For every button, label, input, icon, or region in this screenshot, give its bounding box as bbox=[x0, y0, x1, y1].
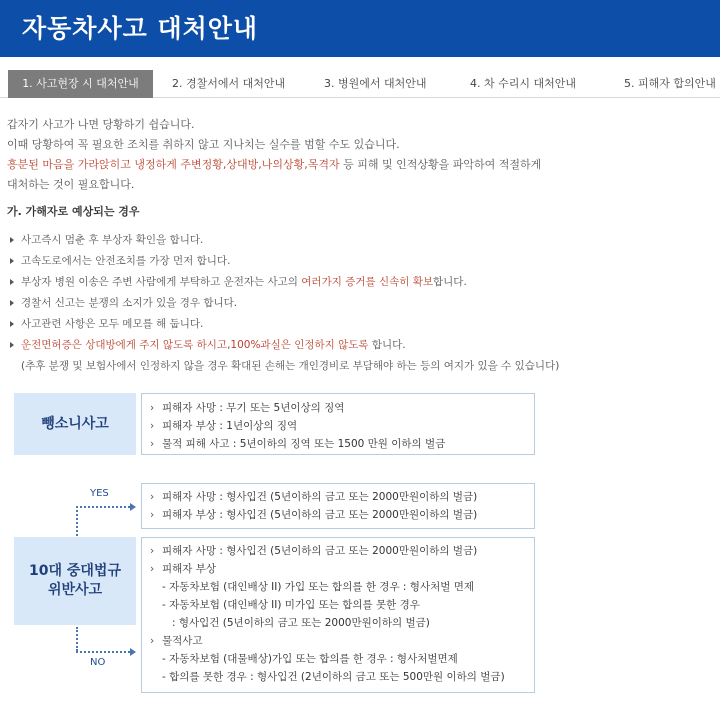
no-arrow-icon bbox=[130, 648, 136, 656]
no-connector bbox=[76, 627, 78, 651]
penalty-line: › 물적 피해 사고 : 5년이하의 징역 또는 1500 만원 이하의 벌금 bbox=[150, 435, 526, 453]
yes-connector bbox=[76, 506, 78, 536]
tab-car-repair[interactable]: 4. 차 수리시 대처안내 bbox=[470, 77, 576, 90]
yes-connector bbox=[76, 506, 130, 508]
no-connector bbox=[76, 651, 130, 653]
intro-line: 대처하는 것이 필요합니다. bbox=[7, 178, 135, 191]
penalty-line: - 합의를 못한 경우 : 형사입건 (2년이하의 금고 또는 500만원 이하의 벌금) bbox=[162, 671, 505, 683]
penalty-line: - 자동차보험 (대인배상 II) 가입 또는 합의를 한 경우 : 형사처벌 면제 bbox=[162, 581, 475, 593]
yes-penalties bbox=[141, 483, 535, 529]
tab-police-station[interactable]: 2. 경찰서에서 대처안내 bbox=[172, 77, 286, 90]
intro-line: 이때 당황하여 꼭 필요한 조치를 취하지 않고 지나치는 실수를 범할 수도 있습니다. bbox=[7, 138, 400, 151]
penalty-line: - 자동차보험 (대인배상 II) 미가입 또는 합의를 못한 경우 bbox=[162, 599, 420, 611]
penalty-line: › 피해자 사망 : 무기 또는 5년이상의 징역 bbox=[150, 399, 526, 417]
page-header bbox=[0, 0, 720, 57]
penalty-line: - 자동차보험 (대물배상)가입 또는 합의를 한 경우 : 형사처벌면제 bbox=[162, 653, 458, 665]
intro-line: 흥분된 마음을 가라앉히고 냉정하게 주변정황,상대방,나의상황,목격자 등 피해 및 인적상황을 파악하여 적절하게 bbox=[7, 158, 542, 171]
violation-penalties bbox=[141, 537, 535, 693]
intro-line: 갑자기 사고가 나면 당황하기 쉽습니다. bbox=[7, 118, 195, 131]
yes-label: YES bbox=[90, 488, 109, 499]
tab-accident-scene[interactable]: 1. 사고현장 시 대처안내 bbox=[8, 70, 153, 98]
violation-label: 10대 중대법규 위반사고 bbox=[14, 537, 136, 625]
list-note: (추후 분쟁 및 보험사에서 인정하지 않을 경우 확대된 손해는 개인경비로 부담해야 하는 등의 여지가 있을 수 있습니다) bbox=[21, 360, 560, 372]
intro-text bbox=[7, 115, 707, 195]
intro-emphasis: 흥분된 마음을 가라앉히고 냉정하게 주변정황,상대방,나의상황,목격자 bbox=[7, 158, 340, 171]
section-title: 가. 가해자로 예상되는 경우 bbox=[7, 205, 140, 218]
list-item: 경찰서 신고는 분쟁의 소지가 있을 경우 합니다. bbox=[7, 293, 707, 314]
hit-run-penalties bbox=[141, 393, 535, 455]
penalty-line: : 형사입건 (5년이하의 금고 또는 2000만원이하의 벌금) bbox=[172, 617, 430, 629]
penalty-line: › 물적사고 bbox=[150, 632, 526, 650]
penalty-line: › 피해자 사망 : 형사입건 (5년이하의 금고 또는 2000만원이하의 벌금) bbox=[150, 542, 526, 560]
list-item: 고속도로에서는 안전조치를 가장 먼저 합니다. bbox=[7, 251, 707, 272]
list-item: 사고관련 사항은 모두 메모를 해 둡니다. bbox=[7, 314, 707, 335]
tab-bar bbox=[0, 70, 720, 98]
tab-victim-settlement[interactable]: 5. 피해자 합의안내 bbox=[624, 77, 716, 90]
guideline-list bbox=[7, 230, 707, 377]
no-label: NO bbox=[90, 657, 106, 668]
yes-arrow-icon bbox=[130, 503, 136, 511]
penalty-line: › 피해자 부상 bbox=[150, 560, 526, 578]
penalty-line: › 피해자 부상 : 형사입건 (5년이하의 금고 또는 2000만원이하의 벌금) bbox=[150, 506, 526, 524]
list-item: 운전면허증은 상대방에게 주지 않도록 하시고,100%과실은 인정하지 않도록 합니다. bbox=[7, 335, 707, 356]
penalty-line: › 피해자 사망 : 형사입건 (5년이하의 금고 또는 2000만원이하의 벌금) bbox=[150, 488, 526, 506]
page-title: 자동차사고 대처안내 bbox=[22, 14, 259, 43]
penalty-line: › 피해자 부상 : 1년이상의 징역 bbox=[150, 417, 526, 435]
tab-hospital[interactable]: 3. 병원에서 대처안내 bbox=[324, 77, 427, 90]
list-item: 부상자 병원 이송은 주변 사람에게 부탁하고 운전자는 사고의 여러가지 증거를 신속히 확보합니다. bbox=[7, 272, 707, 293]
list-item: 사고즉시 멈춘 후 부상자 확인을 합니다. bbox=[7, 230, 707, 251]
hit-run-label: 뺑소니사고 bbox=[14, 393, 136, 455]
